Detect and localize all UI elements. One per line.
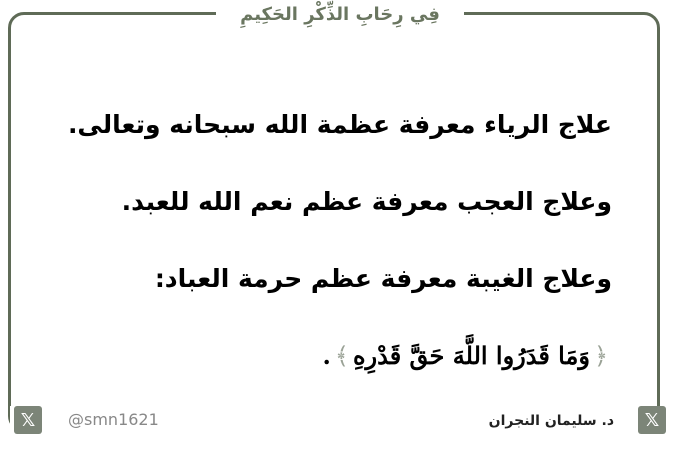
footer: [10, 406, 670, 440]
text-line-ghiba: وعلاج الغيبة معرفة عظم حرمة العباد:: [154, 264, 612, 293]
x-logo-icon[interactable]: 𝕏: [14, 406, 42, 434]
social-handle[interactable]: @smn1621: [68, 410, 159, 429]
author-name: د. سليمان النجران: [488, 413, 614, 429]
page-title: فِي رِحَابِ الذِّكْرِ الحَكِيمِ: [216, 0, 464, 28]
x-logo-icon-right[interactable]: 𝕏: [638, 406, 666, 434]
verse-open-bracket: ﴿: [593, 342, 608, 370]
verse-end: .: [322, 341, 331, 370]
quran-verse: [100, 317, 612, 394]
text-line-riya: علاج الرياء معرفة عظمة الله سبحانه وتعالى.: [67, 110, 612, 139]
verse-close-bracket: ﴾: [334, 342, 349, 370]
verse-text: وَمَا قَدَرُوا اللَّهَ حَقَّ قَدْرِهِ: [352, 341, 590, 370]
text-content: [67, 86, 612, 394]
text-line-ujb: وعلاج العجب معرفة عظم نعم الله للعبد.: [121, 187, 612, 216]
